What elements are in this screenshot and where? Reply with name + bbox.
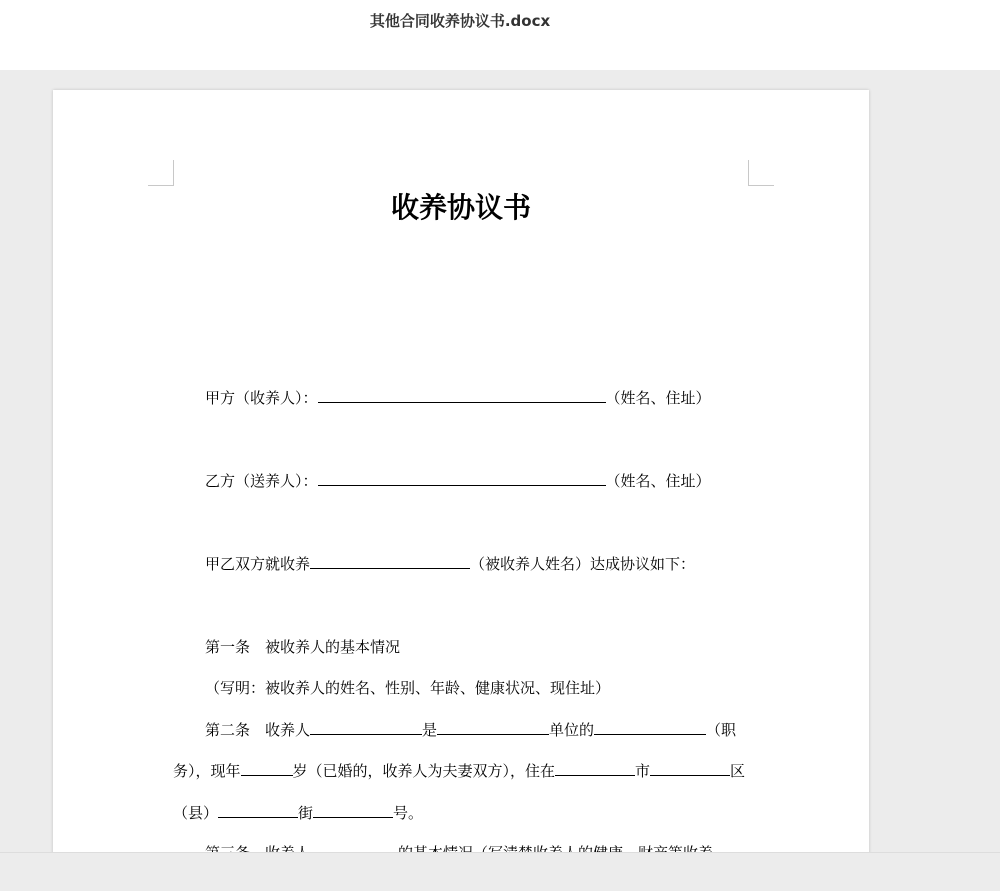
margin-corner-mark-right — [748, 160, 774, 186]
article2-l2-t3: 市 — [635, 762, 651, 780]
article2-line1 — [205, 719, 736, 740]
party-a-label: 甲方（收养人）： — [205, 389, 318, 407]
article2-l1-t2: 是 — [422, 721, 438, 739]
intro-line — [205, 553, 695, 574]
document-page — [53, 90, 869, 890]
article2-l2-t2: 岁（已婚的，收养人为夫妻双方），住在 — [292, 762, 556, 780]
document-filename: 其他合同收养协议书.docx — [369, 12, 551, 30]
party-b-label: 乙方（送养人）： — [205, 472, 318, 490]
party-a-line — [205, 387, 711, 408]
article2-l1-t4: （职 — [706, 721, 737, 739]
bottom-bar — [0, 852, 1000, 891]
age-blank — [241, 774, 293, 776]
title-bar — [0, 0, 1000, 70]
intro-prefix: 甲乙双方就收养 — [205, 555, 311, 573]
page-title: 收养协议书 — [390, 191, 531, 224]
street-blank — [313, 816, 393, 818]
party-a-suffix: （姓名、住址） — [605, 389, 711, 407]
intro-suffix: （被收养人姓名）达成协议如下： — [470, 555, 696, 573]
article2-line2 — [173, 760, 745, 781]
party-b-suffix: （姓名、住址） — [605, 472, 711, 490]
article2-line3 — [173, 802, 423, 823]
article2-l2-t4: 区 — [730, 762, 746, 780]
position-blank — [594, 733, 706, 735]
party-b-blank — [318, 484, 606, 486]
article2-l1-t3: 单位的 — [549, 721, 595, 739]
article2-l1-t1: 第二条 收养人 — [205, 721, 311, 739]
article1-heading: 第一条 被收养人的基本情况 — [205, 638, 401, 656]
article2-l3-t3: 号。 — [393, 804, 424, 822]
city-blank — [555, 774, 635, 776]
party-b-line — [205, 470, 711, 491]
adopter-name-blank — [310, 733, 422, 735]
county-blank — [218, 816, 298, 818]
district-blank — [650, 774, 730, 776]
article2-l3-t1: （县） — [173, 804, 219, 822]
employer-blank — [437, 733, 549, 735]
margin-corner-mark-left — [148, 160, 174, 186]
adoptee-name-blank — [310, 567, 470, 569]
article2-l3-t2: 街 — [298, 804, 314, 822]
article2-l2-t1: 务），现年 — [173, 762, 241, 780]
party-a-blank — [318, 401, 606, 403]
article1-note: （写明：被收养人的姓名、性别、年龄、健康状况、现住址） — [205, 679, 611, 697]
